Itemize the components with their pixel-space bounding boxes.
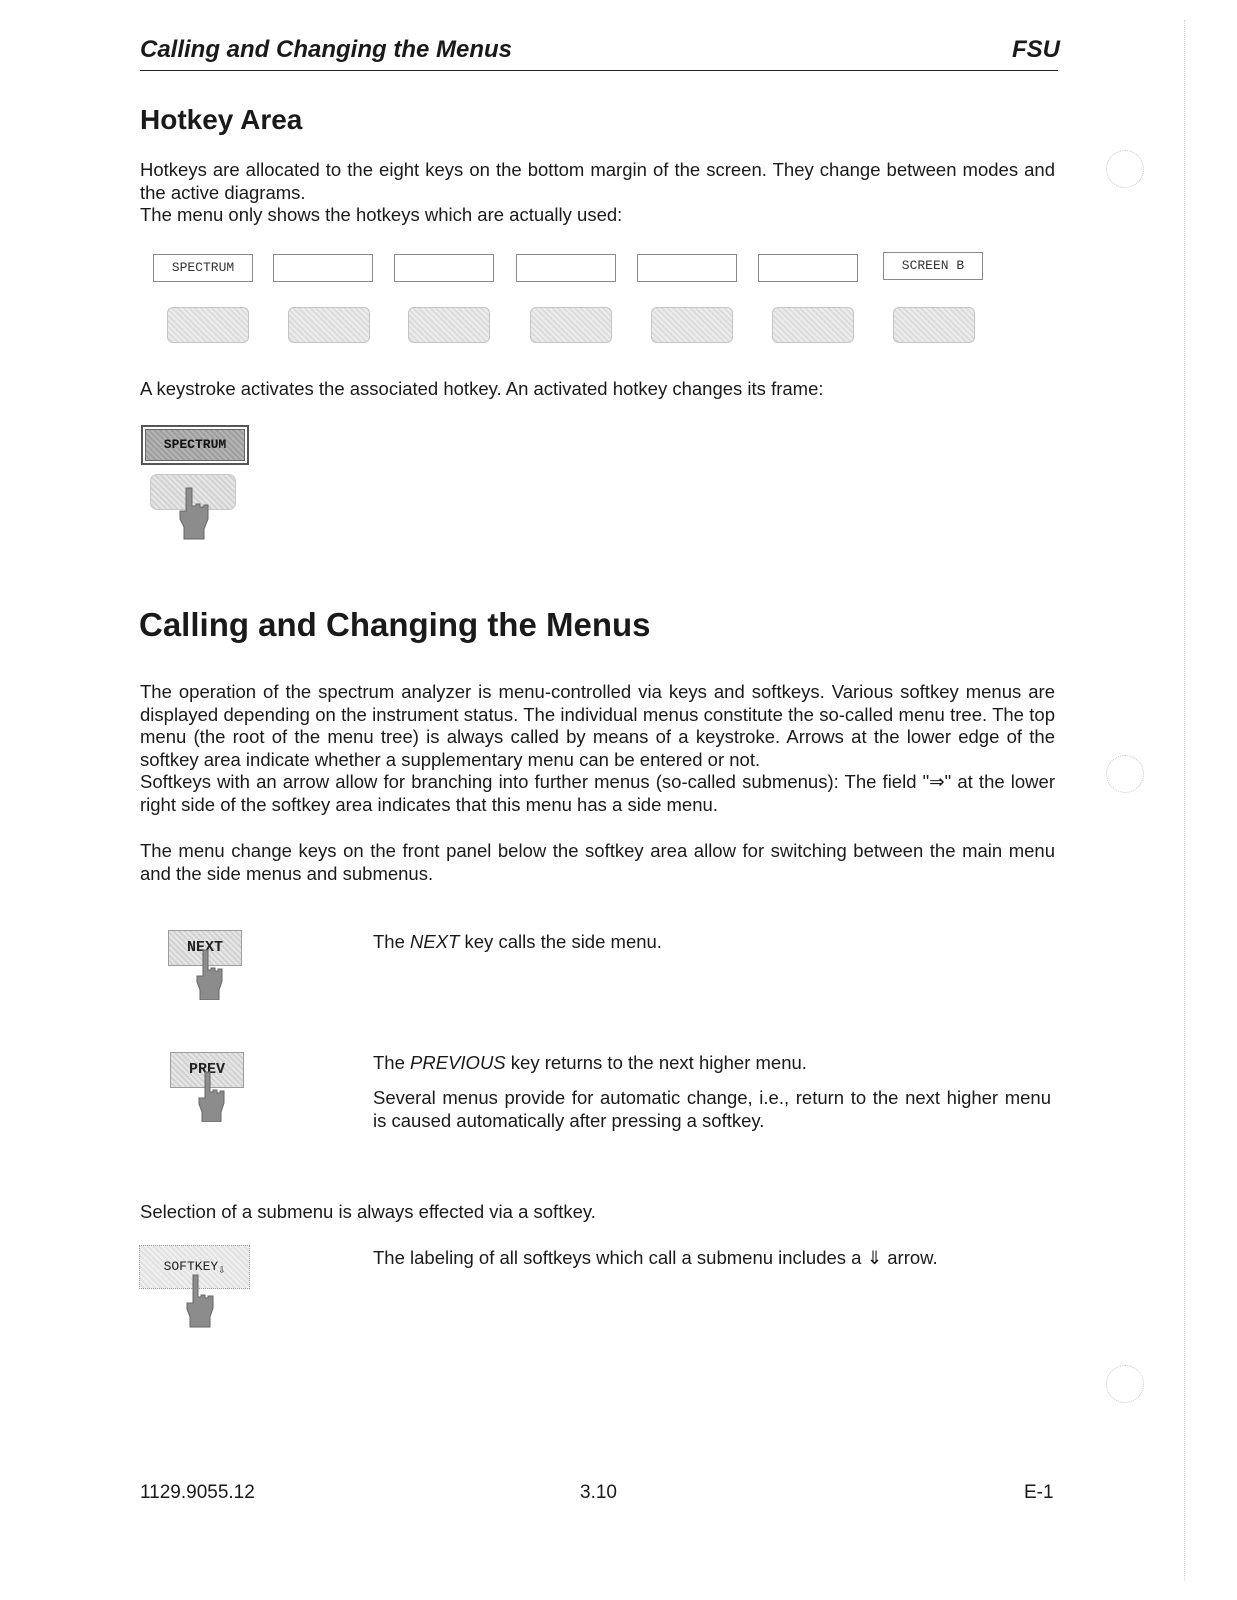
prev-key-description <box>373 1052 807 1075</box>
prev-key[interactable]: PREV <box>170 1052 244 1088</box>
pressing-finger-icon <box>196 948 224 1000</box>
hotkey-key-1[interactable] <box>167 307 249 343</box>
active-hotkey-frame <box>141 425 249 465</box>
footer-doc-number: 1129.9055.12 <box>140 1482 255 1503</box>
hotkey-key-2[interactable] <box>288 307 370 343</box>
hotkey-key-5[interactable] <box>651 307 733 343</box>
hotkey-activate-text: A keystroke activates the associated hotkey. An activated hotkey changes its frame: <box>140 378 824 399</box>
footer-page-number: 3.10 <box>580 1482 617 1503</box>
hotkey-key-7[interactable] <box>893 307 975 343</box>
hotkey-key-3[interactable] <box>408 307 490 343</box>
next-key-description <box>373 931 662 954</box>
footer-edition: E-1 <box>1024 1482 1054 1503</box>
prev-text-key: PREVIOUS <box>410 1052 506 1073</box>
pressing-finger-icon <box>198 1070 226 1122</box>
prev-text-after: key returns to the next higher menu. <box>505 1052 807 1073</box>
menus-heading: Calling and Changing the Menus <box>139 606 651 643</box>
punch-hole <box>1106 150 1144 188</box>
next-key[interactable]: NEXT <box>168 930 242 966</box>
hotkey-label-empty <box>758 254 858 282</box>
hotkey-label-empty <box>394 254 494 282</box>
hotkey-intro-paragraph <box>140 159 1055 227</box>
softkey-description: The labeling of all softkeys which call a submenu includes a ⇓ arrow. <box>373 1247 938 1268</box>
running-header-title: Calling and Changing the Menus <box>140 36 512 63</box>
menus-paragraph-1 <box>140 681 1055 816</box>
hotkey-key-6[interactable] <box>772 307 854 343</box>
next-text-key: NEXT <box>410 931 460 952</box>
hotkey-key-4[interactable] <box>530 307 612 343</box>
header-rule <box>140 70 1058 71</box>
submenu-text: Selection of a submenu is always effected via a softkey. <box>140 1201 596 1222</box>
next-text-after: key calls the side menu. <box>459 931 662 952</box>
punch-hole <box>1106 755 1144 793</box>
hotkey-label-empty <box>273 254 373 282</box>
hotkey-label-empty <box>516 254 616 282</box>
pressing-finger-icon <box>186 1273 216 1329</box>
hotkey-label-empty <box>637 254 737 282</box>
menus-paragraph-1-text: The operation of the spectrum analyzer is menu-controlled via keys and softkeys. Various softkey menus are displayed depending on the instrument status. The individual menus constitute the so-called menu tree. The top menu (the root of the menu tree) is always called by means of a keystroke. Arrows at the lower edge of the softkey area indicate whether a supplementary menu can be entered or not. <box>140 681 1055 770</box>
hotkey-area-heading: Hotkey Area <box>140 104 303 135</box>
hotkey-label-screen-b: SCREEN B <box>883 252 983 280</box>
prev-text-before: The <box>373 1052 411 1073</box>
punch-hole <box>1106 1365 1144 1403</box>
hotkey-intro-line1: Hotkeys are allocated to the eight keys on the bottom margin of the screen. They change between modes and the active diagrams. <box>140 159 1055 203</box>
softkey-label: SOFTKEY <box>163 1259 219 1274</box>
running-header-model: FSU <box>1012 36 1060 63</box>
page-edge <box>1184 20 1185 1580</box>
down-arrow-icon: ⇩ <box>218 1263 226 1277</box>
hotkey-intro-line2: The menu only shows the hotkeys which are actually used: <box>140 204 623 225</box>
hotkey-label-spectrum: SPECTRUM <box>153 254 253 282</box>
next-text-before: The <box>373 931 411 952</box>
menus-paragraph-1b-text: Softkeys with an arrow allow for branching into further menus (so-called submenus): The field "⇒" at the lower right side of the softkey area indicates that this menu has a side menu. <box>140 771 1055 815</box>
menus-paragraph-2: The menu change keys on the front panel below the softkey area allow for switching between the main menu and the side menus and submenus. <box>140 840 1055 884</box>
active-hotkey-label: SPECTRUM <box>145 429 245 461</box>
pressing-finger-icon <box>178 486 212 540</box>
prev-key-description-2: Several menus provide for automatic change, i.e., return to the next higher menu is caused automatically after pressing a softkey. <box>373 1087 1051 1131</box>
